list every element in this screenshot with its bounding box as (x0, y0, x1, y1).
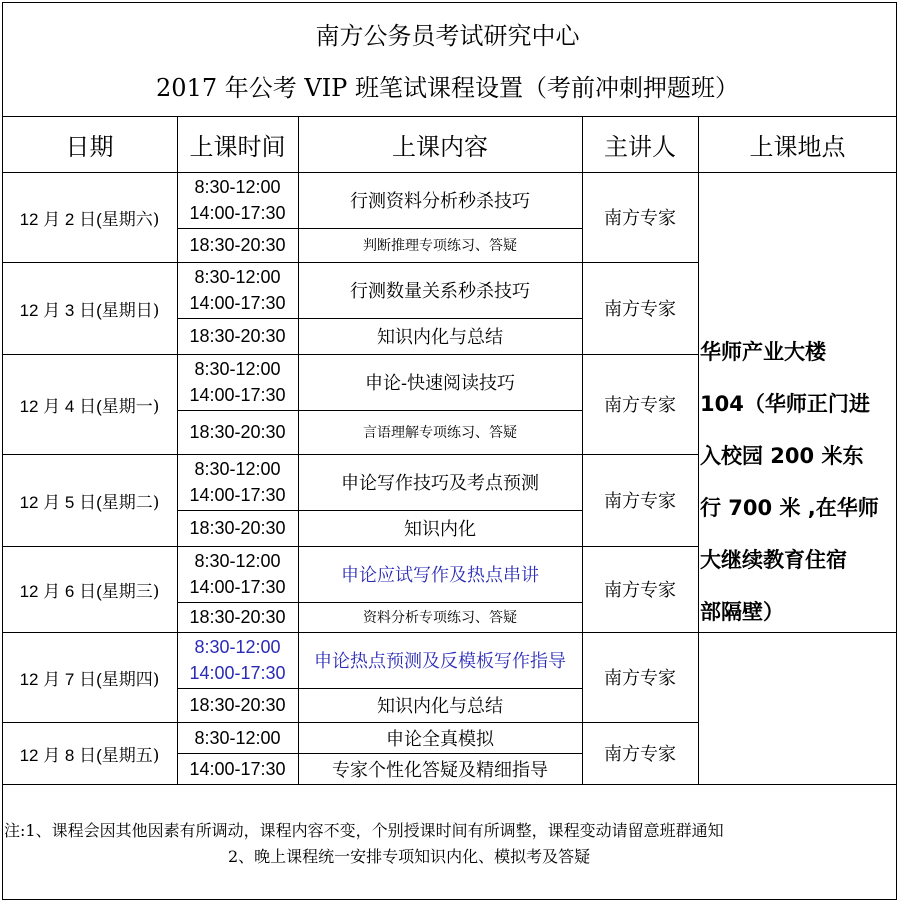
header-date: 日期 (65, 132, 114, 161)
lecturer-cell: 南方专家 (604, 208, 676, 229)
day-content-cell: 行测资料分析秒杀技巧 (350, 191, 530, 212)
day-time-cell: 8:30-12:00 14:00-17:30 (189, 551, 286, 597)
notes (4, 818, 897, 870)
day-time-cell: 8:30-12:00 14:00-17:30 (189, 267, 286, 313)
evening-time-cell: 18:30-20:30 (189, 607, 286, 627)
day-content-cell: 申论应试写作及热点串讲 (341, 565, 539, 586)
lecturer-cell: 南方专家 (604, 299, 676, 320)
schedule-title: 2017 年公考 VIP 班笔试课程设置（考前冲刺押题班） (156, 74, 739, 102)
evening-time-cell: 14:00-17:30 (189, 758, 286, 779)
evening-time-cell: 18:30-20:30 (189, 235, 286, 255)
lecturer-cell: 南方专家 (604, 668, 676, 689)
lecturer-cell: 南方专家 (604, 580, 676, 601)
date-cell: 12 月 4 日( 星期一) (19, 396, 160, 417)
evening-content-cell: 判断推理专项练习、答疑 (363, 238, 517, 254)
location-line: 部隔壁） (700, 600, 784, 624)
day-time-cell: 8:30-12:00 14:00-17:30 (189, 637, 286, 683)
day-content-cell: 申论全真模拟 (386, 728, 494, 750)
header-content: 上课内容 (392, 132, 488, 161)
date-cell: 12 月 8 日( 星期五) (19, 745, 160, 766)
org-title: 南方公务员考试研究中心 (315, 22, 580, 50)
location-cell (698, 326, 897, 636)
lecturer-cell: 南方专家 (604, 395, 676, 416)
date-cell: 12 月 6 日( 星期三) (19, 581, 160, 602)
date-cell: 12 月 2 日( 星期六) (19, 209, 160, 230)
location-line: 华师产业大楼 (700, 340, 826, 364)
day-time-cell: 8:30-12:00 14:00-17:30 (189, 459, 286, 505)
lecturer-cell: 南方专家 (604, 744, 676, 765)
evening-content-cell: 资料分析专项练习、答疑 (363, 610, 517, 626)
location-line: 入校园 200 米东 (700, 444, 864, 468)
evening-time-cell: 18:30-20:30 (189, 518, 286, 538)
note-1: 注:1、课程会因其他因素有所调动，课程内容不变，个别授课时间有所调整，课程变动请留意班群通知 (4, 821, 724, 840)
day-content-cell: 行测数量关系秒杀技巧 (350, 281, 530, 302)
header-location: 上课地点 (749, 132, 846, 161)
header-lecturer: 主讲人 (604, 132, 676, 161)
location-line: 大继续教育住宿 (700, 548, 847, 572)
evening-content-cell: 言语理解专项练习、答疑 (363, 425, 517, 441)
evening-content-cell: 知识内化与总结 (377, 327, 503, 348)
day-content-cell: 申论热点预测及反模板写作指导 (314, 651, 566, 672)
note-2: 2、晚上课程统一安排专项知识内化、模拟考及答疑 (228, 847, 591, 866)
lecturer-cell: 南方专家 (604, 491, 676, 512)
day-time-cell: 8:30-12:00 14:00-17:30 (189, 359, 286, 405)
evening-time-cell: 18:30-20:30 (189, 422, 286, 442)
evening-time-cell: 18:30-20:30 (189, 326, 286, 346)
date-cell: 12 月 3 日( 星期日) (19, 300, 160, 321)
date-cell: 12 月 5 日( 星期二) (19, 492, 160, 513)
evening-content-cell: 知识内化与总结 (377, 696, 503, 717)
location-line: 行 700 米 ,在华师 (700, 496, 879, 520)
evening-content-cell: 专家个性化答疑及精细指导 (332, 759, 548, 781)
divider (2, 784, 897, 785)
day-content-cell: 申论-快速阅读技巧 (364, 373, 516, 394)
day-time-cell: 8:30-12:00 (194, 727, 281, 748)
evening-content-cell: 知识内化 (404, 519, 476, 540)
location-line: 104（华师正门进 (700, 392, 870, 416)
day-content-cell: 申论写作技巧及考点预测 (341, 473, 539, 494)
evening-time-cell: 18:30-20:30 (189, 695, 286, 715)
date-cell: 12 月 7 日( 星期四) (19, 669, 160, 690)
header-time: 上课时间 (189, 132, 286, 161)
day-time-cell: 8:30-12:00 14:00-17:30 (189, 177, 286, 223)
